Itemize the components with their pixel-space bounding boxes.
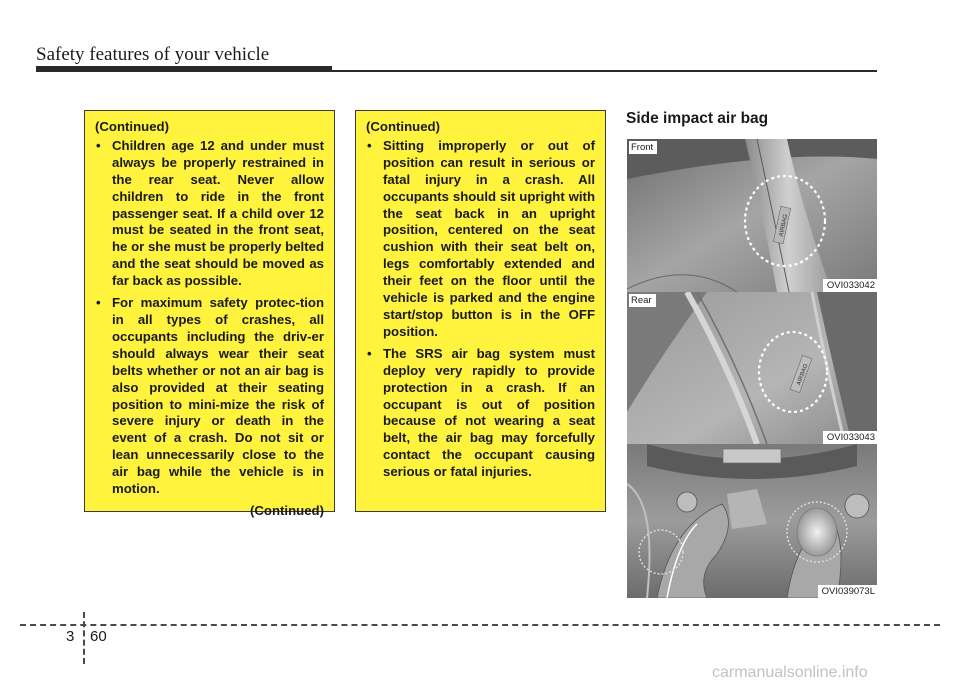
figure-front-seat-airbag <box>627 139 877 292</box>
section-heading: Side impact air bag <box>626 110 769 127</box>
header-rule-thin <box>332 70 877 72</box>
figure-rear-seat-airbag <box>627 292 877 444</box>
continued-label-bottom: (Continued) <box>250 502 324 518</box>
bullet-srs-deploy-rapidly: • The SRS air bag system must deploy very rapidly to provide protection in a crash. If an occupant is out of position because of not wearing a seat belt, the air bag may forcefully contact the occupant causing serious or fatal injuries. <box>366 346 595 481</box>
rear-seat-illustration <box>627 292 877 444</box>
front-seat-illustration <box>627 139 877 292</box>
figure-code: OVI033042 <box>823 279 877 292</box>
bullet-wear-seat-belts: • For maximum safety protec-tion in all types of crashes, all occupants including the driv-er should always wear their seat belts whether or not an air bag is also provided at their seating position to mini-mize the risk of severe injury or death in the event of a crash. Do not sit or lean unnecessarily close to the air bag while the vehicle is in motion. <box>95 295 324 498</box>
airbag-badge-text: AIRBAG <box>778 213 790 238</box>
warning-box-middle <box>355 110 606 512</box>
continued-label: (Continued) <box>366 119 440 134</box>
header-rule-thick <box>36 66 332 72</box>
bullet-sitting-improperly: • Sitting improperly or out of position can result in serious or fatal injury in a crash. All occupants should sit upright with the seat back in an upright position, centered on the seat cushion with their seat belt on, legs comfortably extended and their feet on the floor until the vehicle is parked and the engine start/stop button is in the OFF position. <box>366 138 595 341</box>
page-chapter-number: 3 <box>66 628 75 645</box>
warning-box-left <box>84 110 335 518</box>
page-header-title: Safety features of your vehicle <box>36 44 270 65</box>
airbag-badge-text: AIRBAG <box>796 362 810 387</box>
continued-label: (Continued) <box>95 119 169 134</box>
figure-label-rear: Rear <box>629 294 656 307</box>
figure-code: OVI033043 <box>823 431 877 444</box>
figure-label-front: Front <box>629 141 657 154</box>
figure-cabin-side-airbag <box>627 444 877 598</box>
bullet-children-rear-seat: • Children age 12 and under must always be properly restrained in the rear seat. Never allow children to ride in the front passenger seat. If a child over 12 must be seated in the front seat, he or she must be properly belted and the seat should be moved as far back as possible. <box>95 138 324 290</box>
footer-dashed-divider <box>83 612 85 664</box>
cabin-illustration <box>627 444 877 598</box>
footer-dashed-rule <box>20 624 940 626</box>
page-number: 60 <box>90 628 107 645</box>
figure-code: OVI039073L <box>818 585 877 598</box>
watermark-text: carmanualsonline.info <box>712 664 868 681</box>
